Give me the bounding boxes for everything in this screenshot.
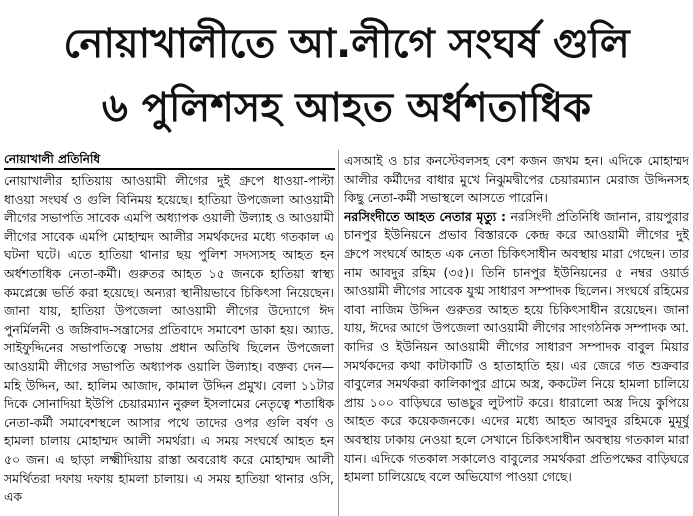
left-paragraph: নোয়াখালীর হাতিয়ায় আওয়ামী লীগের দুই গ্রুপে ধাওয়া-পাল্টা ধাওয়া সংঘর্ষ ও গুলি বিনিময় হয়েছে। হাতিয়া উপজেলা আওয়ামী লীগের সভাপতি সাবেক এমপি অধ্যাপক ওয়ালী উল্যাহ ও আওয়ামী লীগের সাবেক এমপি মোহাম্মদ আলীর সমর্থকদের মধ্যে গতকাল এ ঘটনা ঘটে। এতে হাতিয়া থানার ছয় পুলিশ সদস্যসহ আহত হন অর্ধশতাধিক নেতা-কর্মী। গুরুতর আহত ১৫ জনকে হাতিয়া স্বাস্থ্য কমপ্লেক্সে ভর্তি করা হয়েছে। অন্যরা স্থানীয়ভাবে চিকিৎসা নিয়েছেন। জানা যায়, হাতিয়া উপজেলা আওয়ামী লীগের উদ্যোগে ঈদ পুনর্মিলনী ও জঙ্গিবাদ-সন্ত্রাসের প্রতিবাদে সমাবেশ ডাকা হয়। অ্যাড. সাইফুদ্দিনের সভাপতিত্বে সভায় প্রধান অতিথি ছিলেন উপজেলা আওয়ামী লীগের সভাপতি অধ্যাপক ওয়ালি উল্যাহ। বক্তব্য দেন— মহি উদ্দিন, আ. হালিম আজাদ, কামাল উদ্দিন প্রমুখ। বেলা ১১টার দিকে সোনাদিয়া ইউপি চেয়ারম্যান নুরুল ইসলামের নেতৃত্বে শতাধিক নেতা-কর্মী সমাবেশস্থলে আসার পথে তাদের ওপর গুলি বর্ষণ ও হামলা চালায় মোহাম্মদ আলী সমর্থরা। এ সময় সংঘর্ষে আহত হন ৫০ জন। এ ছাড়া লক্ষ্মীদিয়ায় রাস্তা অবরোধ করে মোহাম্মদ আলী সমর্থিতরা দফায় দফায় হামলা চালায়। এ সময় হাতিয়া থানার ওসি, এক	[4, 173, 334, 505]
article-column-left	[4, 172, 334, 516]
headline-line-2: ৬ পুলিশসহ আহত অর্ধশতাধিক	[101, 85, 592, 131]
right-paragraph-1: এসআই ও চার কনস্টেবলসহ বেশ কজন জখম হন। এদিকে মোহাম্মদ আলীর কর্মীদের বাধার মুখে নিঝুমদ্বীপের চেয়ারম্যান মেরাজ উদ্দিনসহ কিছু নেতা-কর্মী সভাস্থলে আসতে পারেনি।	[344, 153, 689, 206]
column-divider	[338, 150, 339, 516]
subhead-narsingdi: নরসিংদীতে আহত নেতার মৃত্যু :	[344, 208, 507, 224]
byline: নোয়াখালী প্রতিনিধি	[4, 152, 101, 166]
headline-line-1: নোয়াখালীতে আ.লীগে সংঘর্ষ গুলি	[63, 21, 630, 67]
right-paragraph-2-body: নরসিংদী প্রতিনিধি জানান, রায়পুরার চানপুর ইউনিয়নে প্রভাব বিস্তারকে কেন্দ্র করে আওয়ামী লীগের দুই গ্রুপে সংঘর্ষে আহত এক নেতা চিকিৎসাধীন অবস্থায় মারা গেছেন। তার নাম আবদুর রহিম (৩৫)। তিনি চানপুর ইউনিয়নের ৫ নম্বর ওয়ার্ড আওয়ামী লীগের সাবেক যুগ্ম সাধারণ সম্পাদক ছিলেন। সংঘর্ষে রহিমের বাবা নাজিম উদ্দিন গুরুতর আহত হয়ে চিকিৎসাধীন রয়েছেন। জানা যায়, ঈদের আগে উপজেলা আওয়ামী লীগের সাংগঠনিক সম্পাদক আ. কাদির ও ইউনিয়ন আওয়ামী লীগের সাধারণ সম্পাদক বাবুল মিয়ার সমর্থকদের কথা কাটাকাটি ও হাতাহাতি হয়। এর জেরে গত শুক্রবার বাবুলের সমর্থকরা কালিকাপুর গ্রামে অস্ত্র, ককটেল নিয়ে হামলা চালিয়ে প্রায় ১০০ বাড়িঘরে ভাঙচুর লুটপাট করে। ধারালো অস্ত্র দিয়ে কুপিয়ে আহত করে কয়েকজনকে। এদের মধ্যে আহত আবদুর রহিমকে মুমূর্ষু অবস্থায় ঢাকায় নেওয়া হলে সেখানে চিকিৎসাধীন অবস্থায় গতকাল মারা যান। এদিকে গতকাল সকালেও বাবুলের সমর্থকরা প্রতিপক্ষের বাড়িঘরে হামলা চালিয়েছে বলে অভিযোগ পাওয়া গেছে।	[344, 208, 689, 485]
byline-block	[4, 151, 335, 170]
right-paragraph-2	[344, 208, 689, 487]
article-column-right	[344, 152, 689, 516]
